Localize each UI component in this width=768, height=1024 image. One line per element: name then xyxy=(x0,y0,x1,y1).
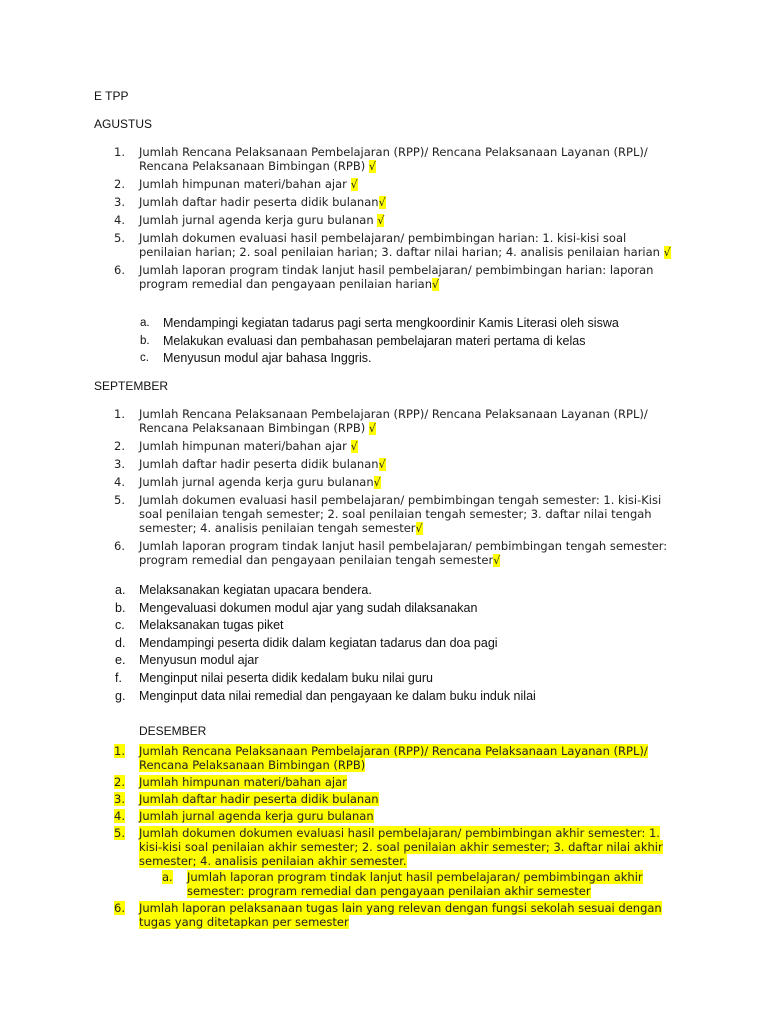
list-item: 5. Jumlah dokumen evaluasi hasil pembelajaran/ pembimbingan harian: 1. kisi-kisi soal penilaian harian; 2. soal penilaian harian; 3. daftar nilai harian; 4. analisis penilaian harian √ xyxy=(114,231,671,259)
september-tasks xyxy=(0,582,768,705)
checkmark-icon: √ xyxy=(432,278,440,291)
checkmark-icon: √ xyxy=(415,522,423,535)
list-item: b. Melakukan evaluasi dan pembahasan pembelajaran materi pertama di kelas xyxy=(140,333,586,348)
list-item: c. Melaksanakan tugas piket xyxy=(115,618,284,633)
checkmark-icon: √ xyxy=(377,214,385,227)
list-item: 1. Jumlah Rencana Pelaksanaan Pembelajaran (RPP)/ Rencana Pelaksanaan Layanan (RPL)/ Rencana Pelaksanaan Bimbingan (RPB) xyxy=(114,744,648,772)
list-item: 1. Jumlah Rencana Pelaksanaan Pembelajaran (RPP)/ Rencana Pelaksanaan Layanan (RPL)/ Rencana Pelaksanaan Bimbingan (RPB) √ xyxy=(114,407,648,435)
list-item: 1. Jumlah Rencana Pelaksanaan Pembelajaran (RPP)/ Rencana Pelaksanaan Layanan (RPL)/ Rencana Pelaksanaan Bimbingan (RPB) √ xyxy=(114,145,648,173)
checkmark-icon: √ xyxy=(368,160,376,173)
list-item: e. Menyusun modul ajar xyxy=(115,653,259,668)
agustus-checklist xyxy=(0,145,768,292)
checkmark-icon: √ xyxy=(368,422,376,435)
checkmark-icon: √ xyxy=(373,476,381,489)
checkmark-icon: √ xyxy=(493,554,501,567)
desember-checklist xyxy=(0,744,768,929)
list-item: 4. Jumlah jurnal agenda kerja guru bulanan√ xyxy=(114,475,381,489)
list-item: 3. Jumlah daftar hadir peserta didik bulanan√ xyxy=(114,457,386,471)
list-item: a. Melaksanakan kegiatan upacara bendera. xyxy=(115,583,372,597)
month-heading-desember: DESEMBER xyxy=(139,724,207,738)
checkmark-icon: √ xyxy=(350,440,358,453)
document-title: E TPP xyxy=(94,89,129,103)
september-checklist xyxy=(0,407,768,568)
list-item: 5. Jumlah dokumen dokumen evaluasi hasil pembelajaran/ pembimbingan akhir semester: 1. kisi-kisi soal penilaian akhir semester; 2. soal penilaian akhir semester; 3. daftar nilai akhir semester; 4. analisis penilaian akhir semester. xyxy=(114,826,663,868)
agustus-tasks xyxy=(0,315,768,368)
list-item: 3. Jumlah daftar hadir peserta didik bulanan√ xyxy=(114,195,386,209)
month-heading-agustus: AGUSTUS xyxy=(94,117,153,131)
list-item: 3. Jumlah daftar hadir peserta didik bulanan xyxy=(114,792,379,806)
checkmark-icon: √ xyxy=(378,458,386,471)
list-item: 4. Jumlah jurnal agenda kerja guru bulanan √ xyxy=(114,213,385,227)
checkmark-icon: √ xyxy=(378,196,386,209)
list-item: 2. Jumlah himpunan materi/bahan ajar xyxy=(114,775,347,789)
list-item: 5. Jumlah dokumen evaluasi hasil pembelajaran/ pembimbingan tengah semester: 1. kisi-Kisi soal penilaian tengah semester; 2. soal penilaian tengah semester; 3. daftar nilai tengah semester; 4. analisis penilaian tengah semester√ xyxy=(114,493,662,535)
list-item: g. Menginput data nilai remedial dan pengayaan ke dalam buku induk nilai xyxy=(115,688,536,703)
list-item: a. Jumlah laporan program tindak lanjut hasil pembelajaran/ pembimbingan akhir semester: program remedial dan pengayaan penilaian akhir semester xyxy=(162,870,643,898)
checkmark-icon: √ xyxy=(663,246,671,259)
list-item: c. Menyusun modul ajar bahasa Inggris. xyxy=(140,351,372,366)
list-item: 6. Jumlah laporan program tindak lanjut hasil pembelajaran/ pembimbingan tengah semester: program remedial dan pengayaan penilaian tengah semester√ xyxy=(114,539,668,567)
list-item: a. Mendampingi kegiatan tadarus pagi serta mengkoordinir Kamis Literasi oleh siswa xyxy=(140,316,619,330)
list-item: b. Mengevaluasi dokumen modul ajar yang sudah dilaksanakan xyxy=(115,600,478,615)
list-item: f. Menginput nilai peserta didik kedalam buku nilai guru xyxy=(115,670,433,685)
list-item: 6. Jumlah laporan pelaksanaan tugas lain yang relevan dengan fungsi sekolah sesuai dengan tugas yang ditetapkan per semester xyxy=(114,901,662,929)
list-item: 6. Jumlah laporan program tindak lanjut hasil pembelajaran/ pembimbingan harian: laporan program remedial dan pengayaan penilaian harian√ xyxy=(114,263,654,291)
list-item: 2. Jumlah himpunan materi/bahan ajar √ xyxy=(114,439,358,453)
list-item: d. Mendampingi peserta didik dalam kegiatan tadarus dan doa pagi xyxy=(115,635,498,650)
list-item: 4. Jumlah jurnal agenda kerja guru bulanan xyxy=(114,809,374,823)
list-item: 2. Jumlah himpunan materi/bahan ajar √ xyxy=(114,177,358,191)
checkmark-icon: √ xyxy=(350,178,358,191)
month-heading-september: SEPTEMBER xyxy=(94,379,169,393)
